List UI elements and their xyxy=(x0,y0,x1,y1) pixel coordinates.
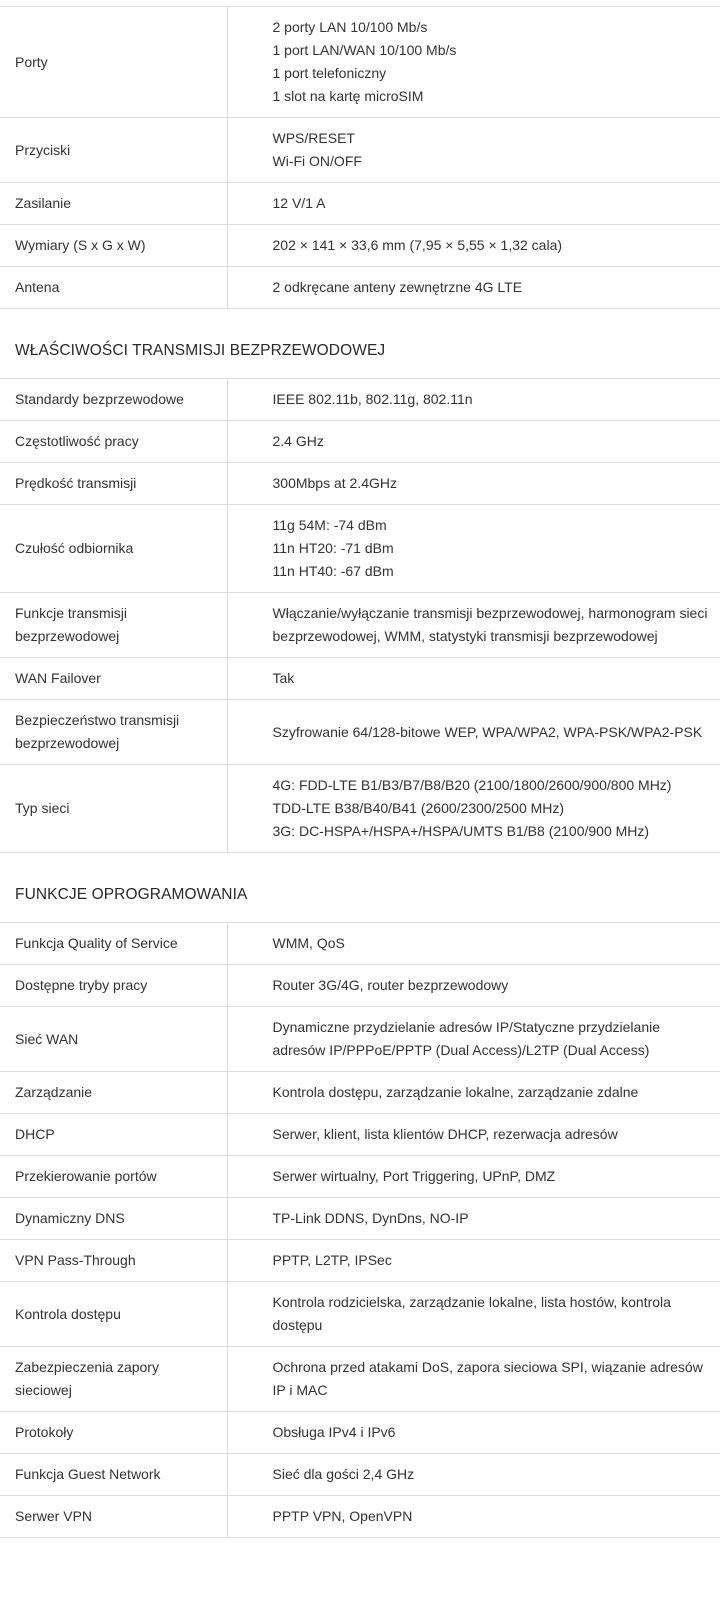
spec-value-line: Serwer, klient, lista klientów DHCP, rezerwacja adresów xyxy=(272,1126,618,1142)
spec-label: Serwer VPN xyxy=(0,1496,227,1538)
spec-value xyxy=(227,1282,720,1347)
spec-value xyxy=(227,118,720,183)
spec-label: DHCP xyxy=(0,1114,227,1156)
spec-label: Przekierowanie portów xyxy=(0,1156,227,1198)
spec-value-line: Sieć dla gości 2,4 GHz xyxy=(272,1466,415,1482)
spec-value-line: Serwer wirtualny, Port Triggering, UPnP, DMZ xyxy=(272,1168,556,1184)
spec-value xyxy=(227,700,720,765)
spec-value xyxy=(227,1240,720,1282)
spec-value xyxy=(227,463,720,505)
spec-value xyxy=(227,1347,720,1412)
spec-row xyxy=(0,1156,720,1198)
spec-value-line: WMM, QoS xyxy=(272,935,345,951)
spec-row xyxy=(0,1347,720,1412)
spec-value-line: TP-Link DDNS, DynDns, NO-IP xyxy=(272,1210,469,1226)
spec-label: Dostępne tryby pracy xyxy=(0,965,227,1007)
spec-value-line: 300Mbps at 2.4GHz xyxy=(272,475,398,491)
spec-row xyxy=(0,421,720,463)
spec-label: Dynamiczny DNS xyxy=(0,1198,227,1240)
spec-row xyxy=(0,118,720,183)
spec-label: VPN Pass-Through xyxy=(0,1240,227,1282)
spec-value xyxy=(227,1156,720,1198)
spec-row xyxy=(0,379,720,421)
spec-row xyxy=(0,267,720,309)
section-title: WŁAŚCIWOŚCI TRANSMISJI BEZPRZEWODOWEJ xyxy=(0,309,720,379)
top-divider xyxy=(0,0,720,7)
spec-label: Wymiary (S x G x W) xyxy=(0,225,227,267)
spec-sections xyxy=(0,7,720,1538)
spec-value xyxy=(227,1114,720,1156)
spec-value-line: 11g 54M: -74 dBm xyxy=(272,517,387,533)
spec-row xyxy=(0,183,720,225)
spec-value-line: 1 slot na kartę microSIM xyxy=(272,88,424,104)
spec-value-line: 11n HT20: -71 dBm xyxy=(272,540,394,556)
spec-value xyxy=(227,593,720,658)
spec-value xyxy=(227,183,720,225)
spec-value-line: Obsługa IPv4 i IPv6 xyxy=(272,1424,396,1440)
spec-table xyxy=(0,923,720,1538)
spec-value-line: Router 3G/4G, router bezprzewodowy xyxy=(272,977,509,993)
spec-label: Porty xyxy=(0,7,227,118)
spec-value-line: 1 port telefoniczny xyxy=(272,65,387,81)
spec-value-line: 1 port LAN/WAN 10/100 Mb/s xyxy=(272,42,457,58)
spec-label: Funkcja Quality of Service xyxy=(0,923,227,965)
spec-value-line: 2.4 GHz xyxy=(272,433,324,449)
spec-value xyxy=(227,421,720,463)
spec-value-line: Ochrona przed atakami DoS, zapora sieciowa SPI, wiązanie adresów IP i MAC xyxy=(272,1359,703,1398)
spec-value xyxy=(227,267,720,309)
spec-row xyxy=(0,1282,720,1347)
spec-row xyxy=(0,1114,720,1156)
spec-value-line: Wi-Fi ON/OFF xyxy=(272,153,362,169)
spec-row xyxy=(0,923,720,965)
spec-value-line: Kontrola rodzicielska, zarządzanie lokalne, lista hostów, kontrola dostępu xyxy=(272,1294,671,1333)
spec-value-line: 12 V/1 A xyxy=(272,195,326,211)
spec-value xyxy=(227,505,720,593)
spec-label: WAN Failover xyxy=(0,658,227,700)
spec-label: Standardy bezprzewodowe xyxy=(0,379,227,421)
spec-row xyxy=(0,505,720,593)
spec-row xyxy=(0,1072,720,1114)
spec-value-line: IEEE 802.11b, 802.11g, 802.11n xyxy=(272,391,473,407)
spec-value xyxy=(227,923,720,965)
spec-value-line: WPS/RESET xyxy=(272,130,355,146)
spec-value-line: Dynamiczne przydzielanie adresów IP/Statyczne przydzielanie adresów IP/PPPoE/PPTP (Dual Access)/L2TP (Dual Access) xyxy=(272,1019,661,1058)
spec-label: Przyciski xyxy=(0,118,227,183)
spec-value-line: 11n HT40: -67 dBm xyxy=(272,563,394,579)
spec-label: Antena xyxy=(0,267,227,309)
spec-value-line: 202 × 141 × 33,6 mm (7,95 × 5,55 × 1,32 cala) xyxy=(272,237,563,253)
spec-value xyxy=(227,965,720,1007)
spec-label: Sieć WAN xyxy=(0,1007,227,1072)
spec-row xyxy=(0,965,720,1007)
spec-row xyxy=(0,765,720,853)
spec-value-line: PPTP, L2TP, IPSec xyxy=(272,1252,392,1268)
spec-row xyxy=(0,593,720,658)
section-title: FUNKCJE OPROGRAMOWANIA xyxy=(0,853,720,923)
spec-row xyxy=(0,1454,720,1496)
spec-value xyxy=(227,1198,720,1240)
spec-value-line: 3G: DC-HSPA+/HSPA+/HSPA/UMTS B1/B8 (2100/900 MHz) xyxy=(272,823,650,839)
spec-label: Protokoły xyxy=(0,1412,227,1454)
spec-table xyxy=(0,7,720,309)
spec-value-line: TDD-LTE B38/B40/B41 (2600/2300/2500 MHz) xyxy=(272,800,565,816)
spec-row xyxy=(0,463,720,505)
spec-value-line: Włączanie/wyłączanie transmisji bezprzewodowej, harmonogram sieci bezprzewodowej, WMM, statystyki transmisji bezprzewodowej xyxy=(272,605,708,644)
spec-value-line: Kontrola dostępu, zarządzanie lokalne, zarządzanie zdalne xyxy=(272,1084,639,1100)
spec-row xyxy=(0,1496,720,1538)
spec-value-line: PPTP VPN, OpenVPN xyxy=(272,1508,413,1524)
spec-value xyxy=(227,1496,720,1538)
spec-row xyxy=(0,1007,720,1072)
spec-row xyxy=(0,225,720,267)
spec-row xyxy=(0,1412,720,1454)
spec-value xyxy=(227,1412,720,1454)
spec-value xyxy=(227,225,720,267)
spec-value-line: Tak xyxy=(272,670,295,686)
spec-value xyxy=(227,379,720,421)
spec-label: Zabezpieczenia zapory sieciowej xyxy=(0,1347,227,1412)
spec-label: Bezpieczeństwo transmisji bezprzewodowej xyxy=(0,700,227,765)
spec-label: Częstotliwość pracy xyxy=(0,421,227,463)
spec-label: Zasilanie xyxy=(0,183,227,225)
spec-label: Zarządzanie xyxy=(0,1072,227,1114)
spec-value xyxy=(227,7,720,118)
spec-row xyxy=(0,1240,720,1282)
spec-value xyxy=(227,1454,720,1496)
spec-label: Prędkość transmisji xyxy=(0,463,227,505)
spec-label: Kontrola dostępu xyxy=(0,1282,227,1347)
spec-label: Funkcja Guest Network xyxy=(0,1454,227,1496)
spec-value-line: 2 porty LAN 10/100 Mb/s xyxy=(272,19,428,35)
spec-value xyxy=(227,658,720,700)
spec-value-line: Szyfrowanie 64/128-bitowe WEP, WPA/WPA2, WPA-PSK/WPA2-PSK xyxy=(272,723,703,740)
spec-value-line: 2 odkręcane anteny zewnętrzne 4G LTE xyxy=(272,279,523,295)
spec-value xyxy=(227,1072,720,1114)
spec-value xyxy=(227,1007,720,1072)
spec-row xyxy=(0,700,720,765)
spec-row xyxy=(0,658,720,700)
spec-label: Czułość odbiornika xyxy=(0,505,227,593)
spec-table xyxy=(0,379,720,853)
spec-value xyxy=(227,765,720,853)
spec-value-line: 4G: FDD-LTE B1/B3/B7/B8/B20 (2100/1800/2600/900/800 MHz) xyxy=(272,777,672,793)
spec-row xyxy=(0,1198,720,1240)
spec-label: Funkcje transmisji bezprzewodowej xyxy=(0,593,227,658)
spec-label: Typ sieci xyxy=(0,765,227,853)
spec-row xyxy=(0,7,720,118)
